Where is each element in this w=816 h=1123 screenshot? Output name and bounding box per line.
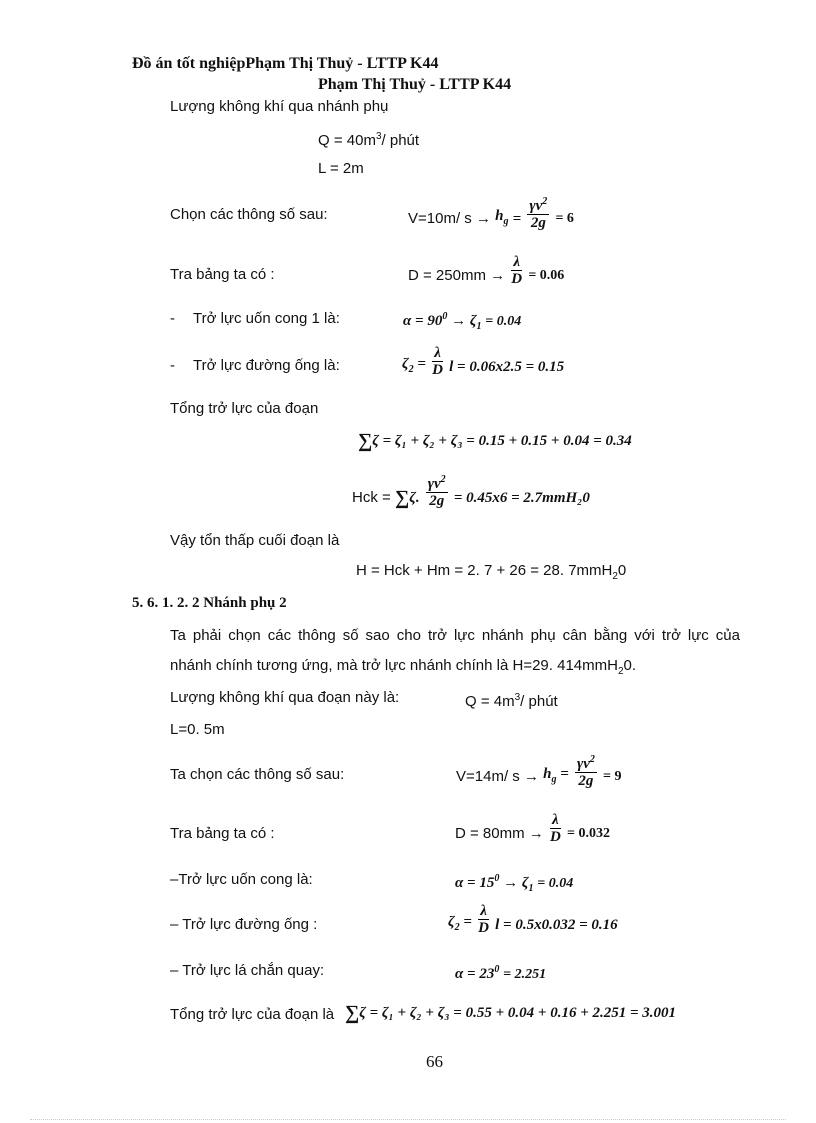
table-lookup-label: Tra bảng ta có : bbox=[170, 266, 275, 283]
intro-paragraph-line2: nhánh chính tương ứng, mà trở lực nhánh chính là H=29. 414mmH$_2$0. bbox=[170, 657, 637, 677]
hck-equation: Hck = ∑ζ. $\frac{\gamma v^2}{2g}$ = 0.45x6 = 2.7mmH₂0 bbox=[352, 474, 590, 509]
length-value-2: L=0. 5m bbox=[170, 721, 225, 738]
pipe-dash: - bbox=[170, 357, 175, 374]
diameter-equation-2: D = 80mm → $\frac{\lambda}{D}$ = 0.032 bbox=[455, 812, 610, 845]
bend-resistance-label: Trở lực uốn cong 1 là: bbox=[193, 310, 340, 327]
pipe-resistance-equation: $\zeta_2$ = $\frac{\lambda}{D}$ l = 0.06x2.5 = 0.15 bbox=[402, 345, 565, 378]
vane-resistance-label: – Trở lực lá chắn quay: bbox=[170, 962, 325, 979]
bend-resistance-equation: $\alpha = 90^0 \to \zeta_1 = 0.04$ bbox=[403, 311, 522, 332]
pipe-resistance-label: Trở lực đường ống là: bbox=[193, 357, 340, 374]
air-flow-value-2: $Q = 4m^3/$ phút bbox=[465, 692, 558, 710]
length-value: L = 2m bbox=[318, 160, 364, 177]
bend-resistance-equation-2: $\alpha = 15^0 \to \zeta_1 = 0.04$ bbox=[455, 873, 574, 894]
page-number: 66 bbox=[426, 1052, 443, 1071]
air-flow-label: Lượng không khí qua nhánh phụ bbox=[170, 98, 389, 115]
loss-label: Vậy tổn thấp cuối đoạn là bbox=[170, 532, 340, 549]
bend-resistance-label-2: –Trở lực uốn cong là: bbox=[170, 871, 313, 888]
gamma-v-fraction: $\frac{\gamma v^2}{2g}$ bbox=[529, 196, 548, 231]
diameter-equation: D = 250mm → $\frac{\lambda}{D}$ = 0.06 bbox=[408, 254, 565, 287]
vane-resistance-equation: $\alpha = 23^0 = 2.251$ bbox=[455, 964, 547, 982]
doc-header-line1: Đồ án tốt nghiệpPhạm Thị Thuỷ - LTTP K44 bbox=[132, 55, 439, 72]
total-resistance-sum-2: ∑ζ = ζ₁ + ζ₂ + ζ₃ = 0.55 + 0.04 + 0.16 + 2.251 = 3.001 bbox=[345, 1002, 677, 1024]
doc-header-line2: Phạm Thị Thuỷ - LTTP K44 bbox=[318, 76, 512, 93]
air-flow-label-2: Lượng không khí qua đoạn này là: bbox=[170, 689, 400, 706]
velocity-equation: V=10m/ $s \to h_g$ = $\frac{\gamma v^2}{2g}$ = 6 bbox=[408, 196, 574, 231]
section-heading: 5. 6. 1. 2. 2 Nhánh phụ 2 bbox=[132, 595, 287, 611]
pipe-resistance-label-2: – Trở lực đường ống : bbox=[170, 916, 318, 933]
air-flow-value: $Q = 40m^3/$ phút bbox=[318, 131, 420, 149]
total-resistance-sum: ∑ζ = ζ₁ + ζ₂ + ζ₃ = 0.15 + 0.15 + 0.04 = 0.34 bbox=[358, 430, 632, 452]
bend-dash: - bbox=[170, 310, 175, 327]
choose-params-label-2: Ta chọn các thông số sau: bbox=[170, 766, 345, 783]
table-lookup-label-2: Tra bảng ta có : bbox=[170, 825, 275, 842]
total-head-equation: H = Hck + Hm = 2. 7 + 26 = 28. 7mmH$_2$0 bbox=[356, 562, 627, 582]
total-resistance-label-2: Tổng trở lực của đoạn là bbox=[170, 1006, 335, 1023]
page-bottom-divider bbox=[30, 1119, 786, 1120]
total-resistance-label: Tổng trở lực của đoạn bbox=[170, 400, 319, 417]
intro-paragraph-line1: Ta phải chọn các thông số sao cho trở lực nhánh phụ cân bằng với trở lực của bbox=[170, 627, 740, 644]
choose-params-label: Chọn các thông số sau: bbox=[170, 206, 328, 223]
pipe-resistance-equation-2: $\zeta_2$ = $\frac{\lambda}{D}$ l = 0.5x0.032 = 0.16 bbox=[448, 903, 618, 936]
velocity-equation-2: V=14m/ $s \to h_g$ = $\frac{\gamma v^2}{2g}$ = 9 bbox=[456, 754, 622, 789]
